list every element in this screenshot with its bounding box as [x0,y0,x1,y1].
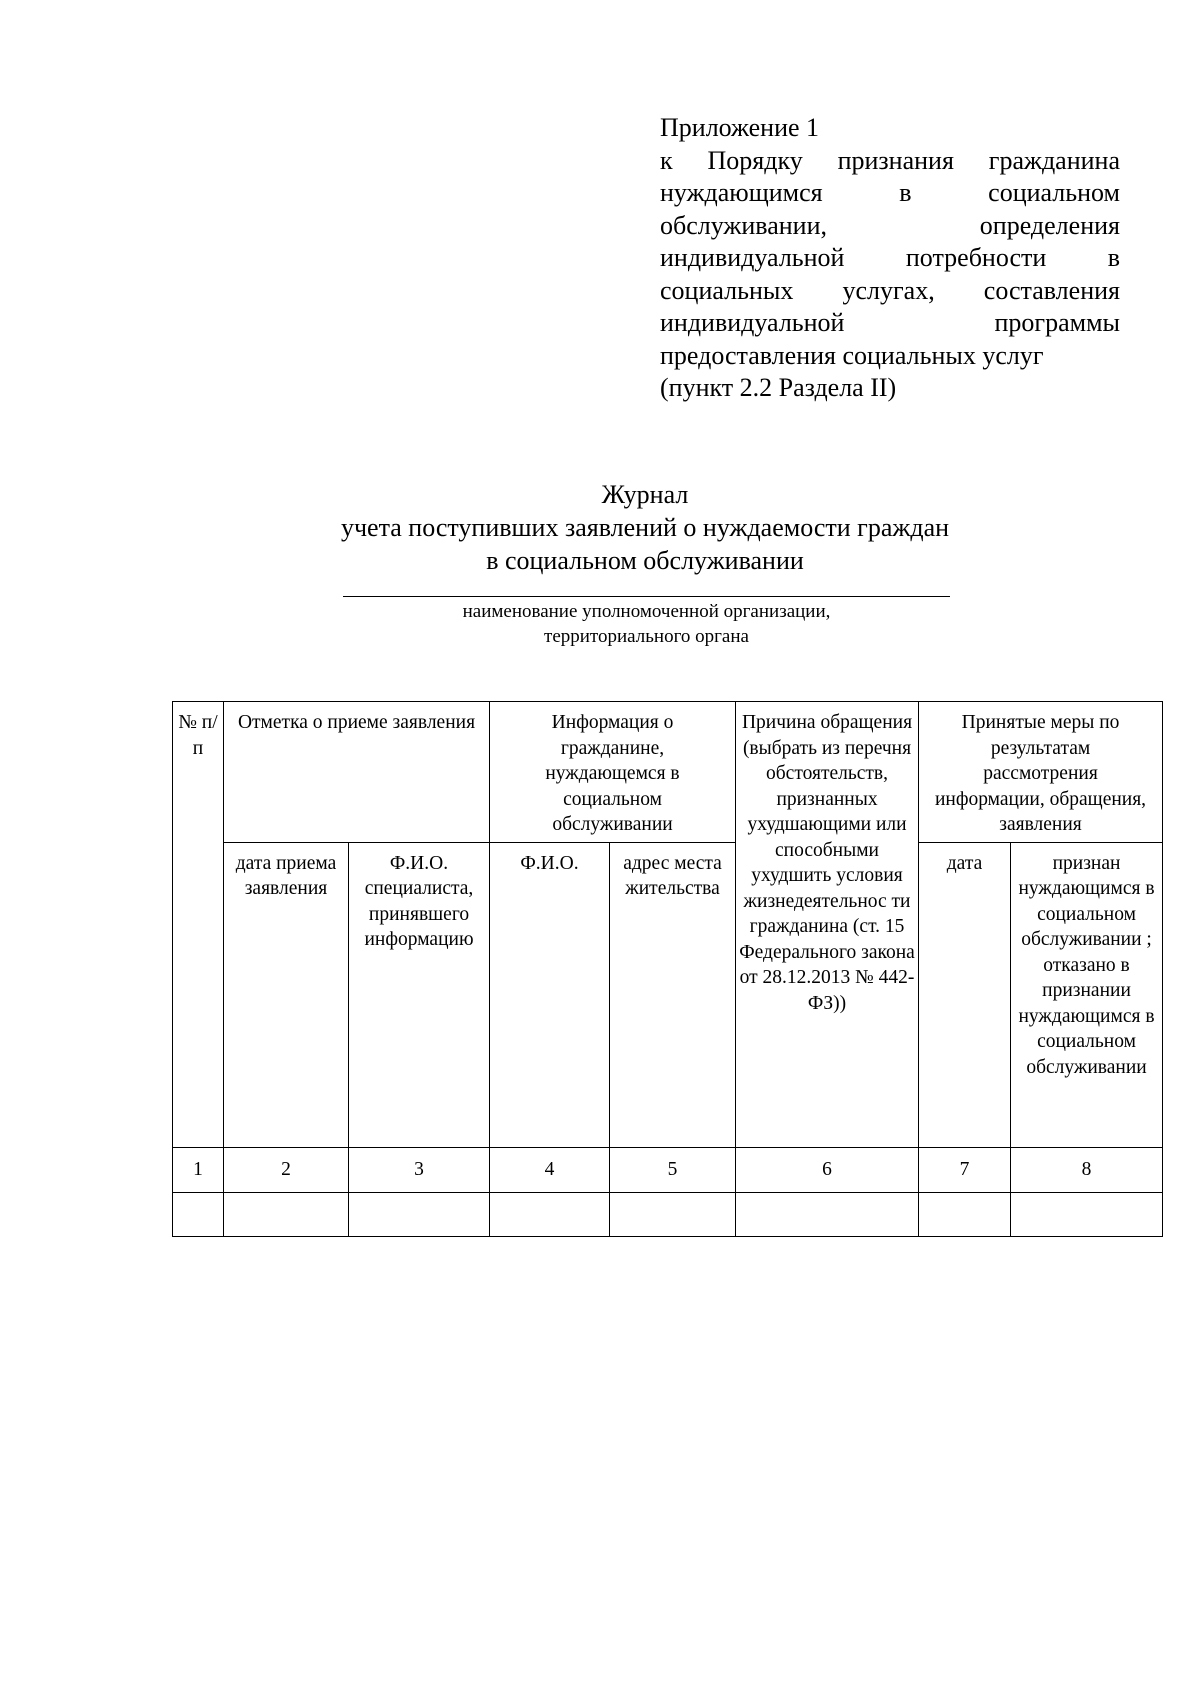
title-line: учета поступивших заявлений о нуждаемости граждан [340,513,950,542]
appendix-line: индивидуальной потребности в [660,243,1120,272]
organization-caption [343,599,950,649]
subheader-citizen-name: Ф.И.О. [490,842,610,1147]
column-number: 4 [490,1147,610,1192]
subheader-decision: признан нуждающимся в социальном обслуживании ; отказано в признании нуждающимся в социальном обслуживании [1011,842,1163,1147]
header-measures: Принятые меры по результатам рассмотрения информации, обращения, заявления [919,702,1163,843]
table-row [173,1192,1163,1236]
appendix-line: индивидуальной программы [660,308,1120,337]
subheader-specialist-name: Ф.И.О. специалиста, принявшего информацию [349,842,490,1147]
appendix-header [660,112,1120,405]
table-column-numbers-row [173,1147,1163,1192]
subheader-measure-date: дата [919,842,1011,1147]
subheader-receipt-date: дата приема заявления [224,842,349,1147]
appendix-line: нуждающимся в социальном [660,178,1120,207]
table-cell [224,1192,349,1236]
document-title [0,478,1200,577]
journal-table [172,701,1163,1237]
table-cell [173,1192,224,1236]
title-line: в социальном обслуживании [486,546,804,575]
header-reason: Причина обращения (выбрать из перечня обстоятельств, признанных ухудшающими или способными ухудшить условия жизнедеятельнос ти гражданина (ст. 15 Федерального закона от 28.12.2013 № 442-ФЗ)) [736,702,919,1148]
title-line: Журнал [601,480,689,509]
table-cell [1011,1192,1163,1236]
table-header-row [173,702,1163,843]
subheader-address: адрес места жительства [610,842,736,1147]
table-cell [610,1192,736,1236]
column-number: 7 [919,1147,1011,1192]
column-number: 8 [1011,1147,1163,1192]
table-cell [490,1192,610,1236]
header-num: № п/п [173,702,224,1148]
appendix-line: обслуживании, определения [660,210,1120,240]
column-number: 3 [349,1147,490,1192]
caption-line: наименование уполномоченной организации, [462,601,831,622]
header-citizen-info: Информация о гражданине, нуждающемся в социальном обслуживании [490,702,736,843]
appendix-line: предоставления социальных услуг [660,340,1044,370]
table-subheader-row [173,842,1163,1147]
table-cell [349,1192,490,1236]
column-number: 2 [224,1147,349,1192]
appendix-line: Приложение 1 [660,113,820,142]
column-number: 6 [736,1147,919,1192]
organization-name-field [343,596,950,597]
appendix-line: к Порядку признания гражданина [660,145,1120,175]
column-number: 5 [610,1147,736,1192]
appendix-line: социальных услугах, составления [660,275,1120,305]
caption-line: территориального органа [544,626,749,647]
column-number: 1 [173,1147,224,1192]
table-cell [919,1192,1011,1236]
appendix-line: (пункт 2.2 Раздела II) [660,373,897,402]
header-receipt: Отметка о приеме заявления [224,702,490,843]
table-cell [736,1192,919,1236]
